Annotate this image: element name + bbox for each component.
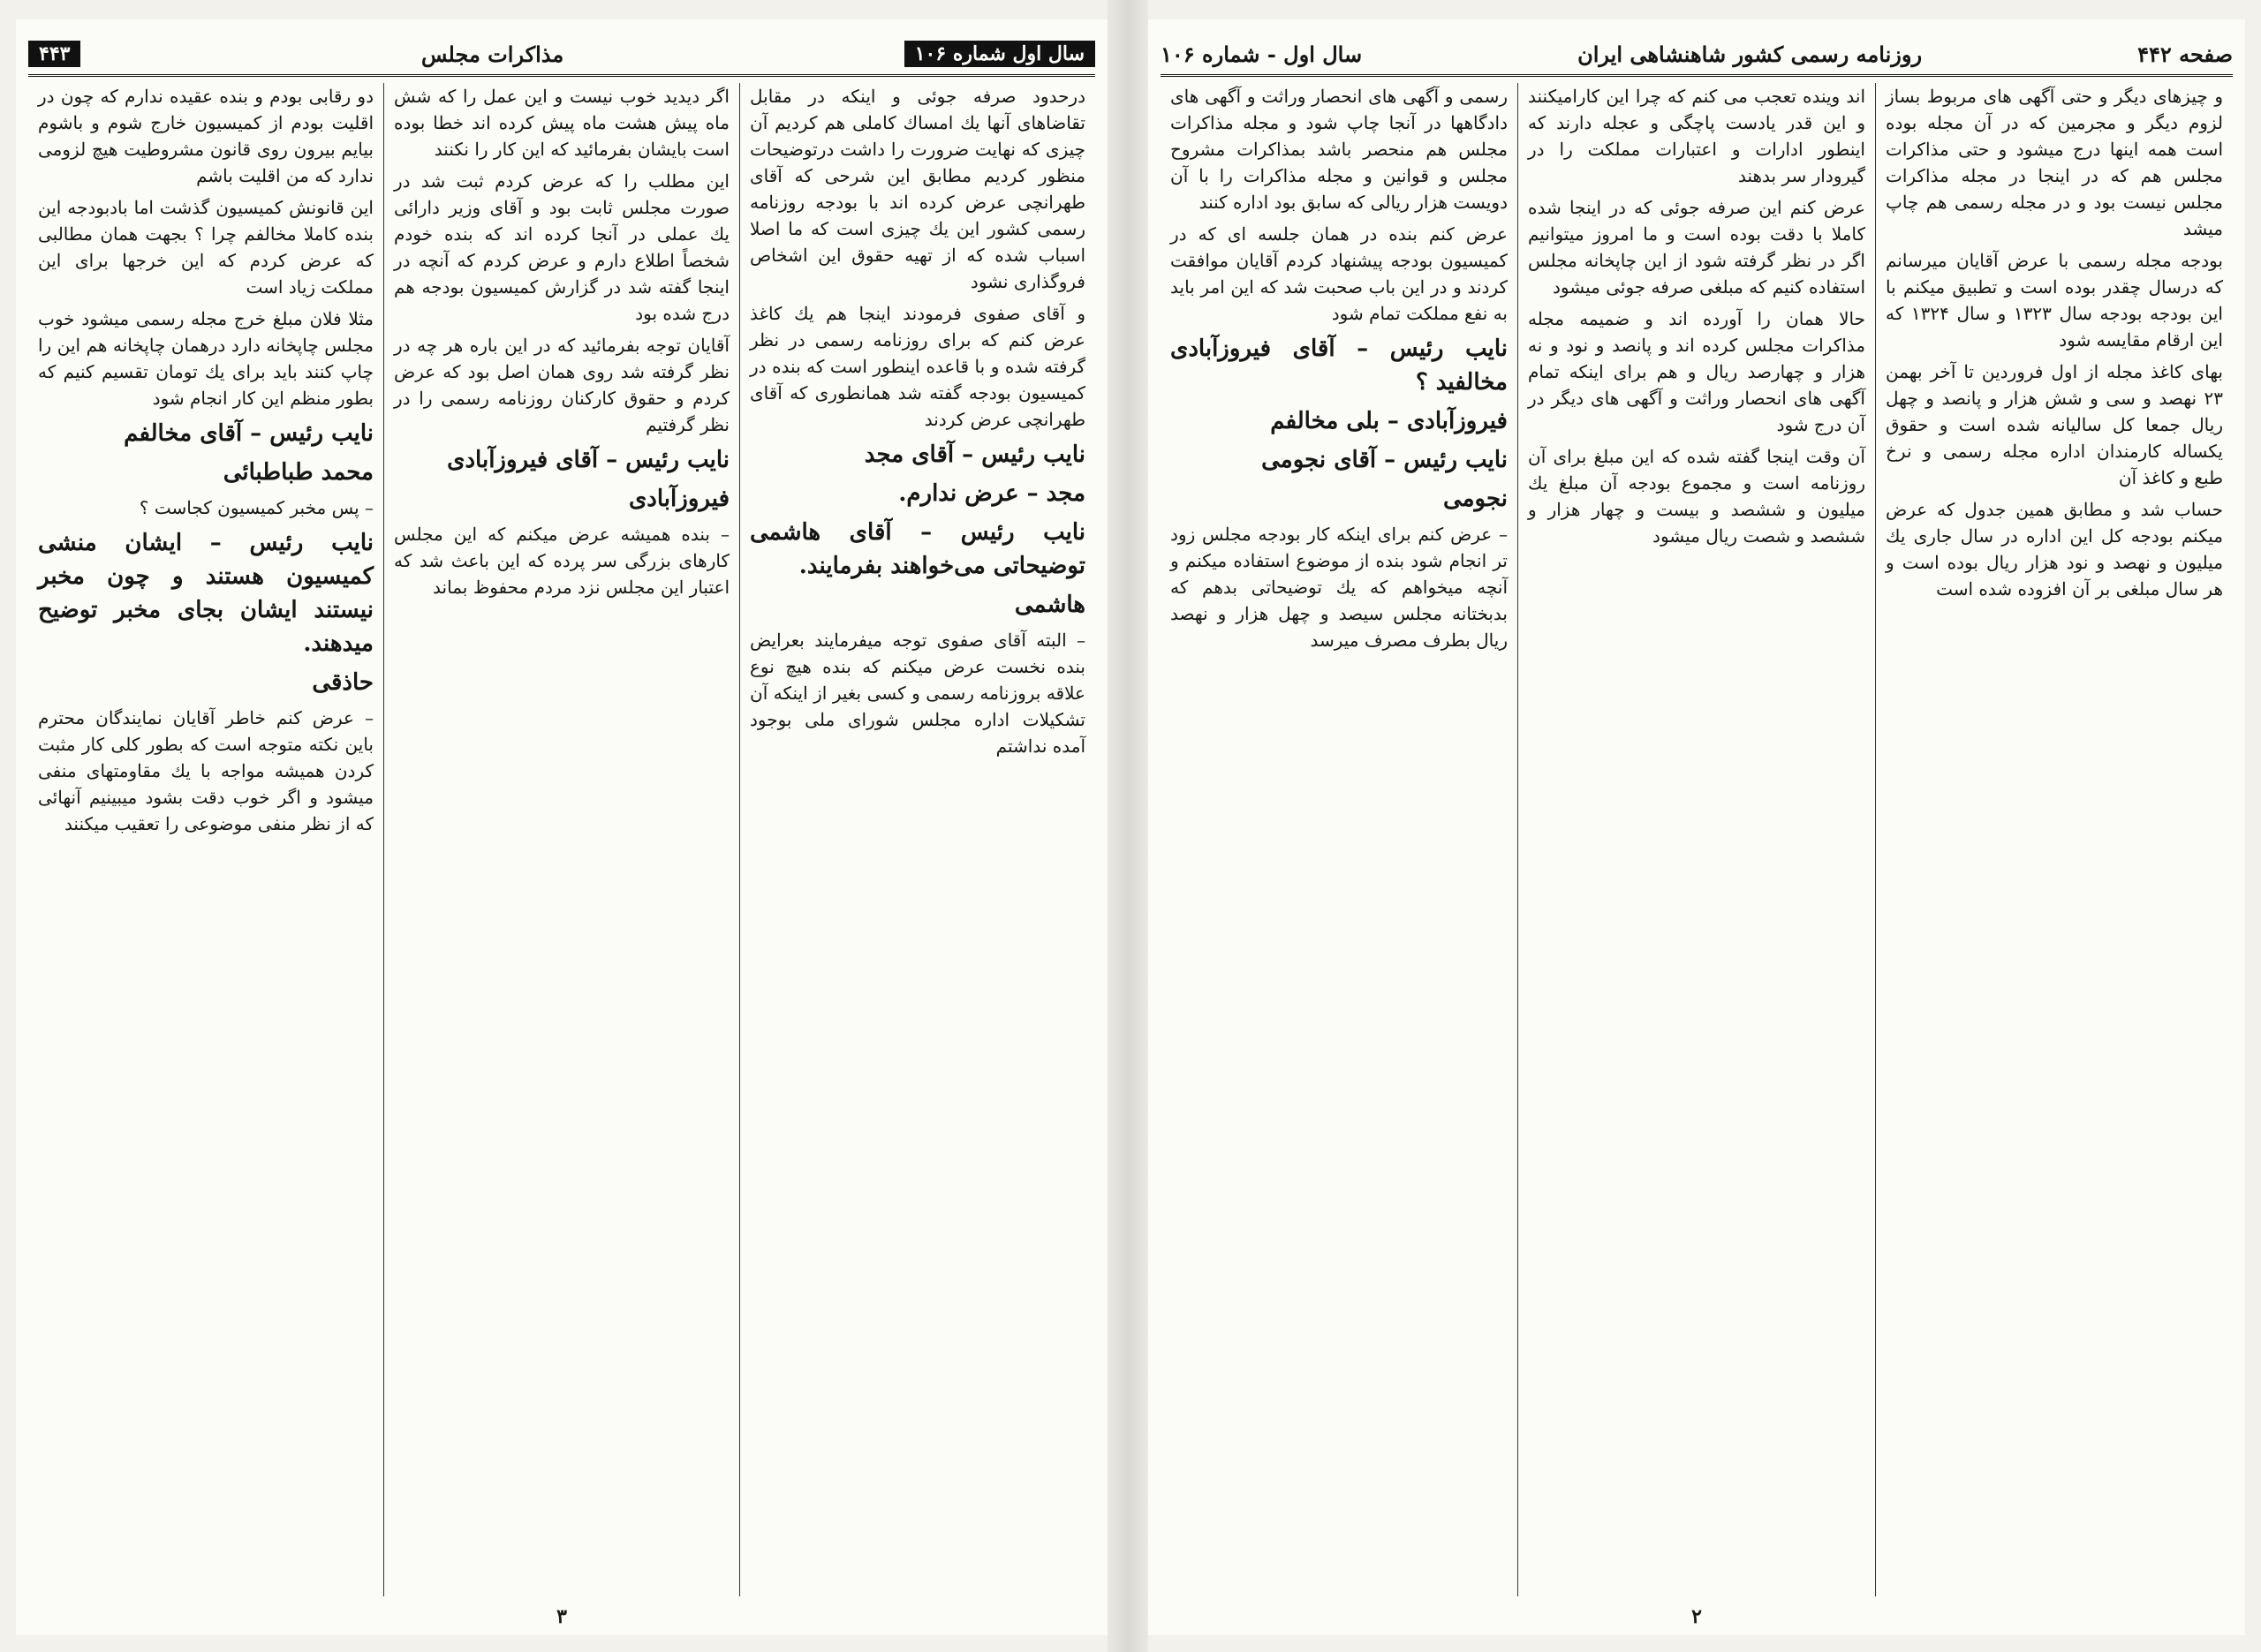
speaker-heading: نایب رئیس – آقای فیروزآبادی — [447, 447, 730, 473]
speaker-heading: مجد – عرض ندارم. — [898, 480, 1085, 507]
left-column-3 — [28, 83, 383, 1596]
speaker-heading: نایب رئیس – آقای مجد — [864, 441, 1085, 468]
paragraph: دو رقابی بودم و بنده عقیده ندارم که چون در اقلیت بودم از کمیسیون خارج شوم و باشوم بیایم بیرون روی قانون مشروطیت هیچ لزومی ندارد که من اقلیت باشم — [38, 86, 374, 186]
page-gutter — [1108, 0, 1148, 1652]
paragraph: – بنده همیشه عرض میکنم که این مجلس کارهای بزرگی سر پرده که این باعث شد که اعتبار این مجلس نزد مردم محفوظ بماند — [394, 524, 730, 598]
speaker-heading: محمد طباطبائی — [223, 459, 374, 486]
right-column-3 — [1161, 83, 1517, 1596]
right-page — [1148, 19, 2245, 1635]
left-header-page-number: ۴۴۳ — [28, 41, 80, 67]
right-column-2 — [1517, 83, 1875, 1596]
paragraph: – عرض کنم برای اینکه کار بودجه مجلس زود تر انجام شود بنده از موضوع استفاده میکنم و آنچه میخواهم که یك توضیحاتی بدهم که بدبختانه مجلس سیصد و چهل هزار و نهصد ریال بطرف مصرف میرسد — [1170, 524, 1508, 651]
right-page-columns — [1161, 83, 2233, 1596]
speaker-heading: نایب رئیس – ایشان منشی کمیسیون هستند و چون مخبر نیستند ایشان بجای مخبر توضیح میدهند. — [38, 530, 374, 657]
speaker-heading: نایب رئیس – آقای نجومی — [1261, 447, 1508, 473]
speaker-heading: نجومی — [1442, 486, 1508, 512]
paragraph: بودجه مجله رسمی با عرض آقایان میرسانم که درسال چقدر بوده است و تطبیق میکنم با این بودجه بودجه سال ۱۳۲۳ و سال ۱۳۲۴ که این ارقام مقایسه شود — [1886, 250, 2223, 351]
left-header-issue: سال اول شماره ۱۰۶ — [904, 41, 1095, 67]
paragraph: حالا همان را آورده اند و ضمیمه مجله مذاکرات مجلس کرده اند و پانصد و نود و نه هزار و چهارصد ریال و هم برای اینکه تمام آگهی های انحصار وراثت و آگهی های دیگر در آن درج شود — [1528, 308, 1865, 435]
paragraph: آن وقت اینجا گفته شده که این مبلغ برای آن روزنامه است و مجموع بودجه آن مبلغ یك میلیون و ششصد و بیست و چهار هزار و ششصد و شصت ریال میشود — [1528, 446, 1865, 547]
right-page-header — [1161, 34, 2233, 77]
right-page-footer-number: ۲ — [1691, 1605, 1702, 1628]
paragraph: رسمی و آگهی های انحصار وراثت و آگهی های دادگاهها در آنجا چاپ شود و مجله مذاکرات مجلس هم منحصر باشد بمذاکرات مشروح مجلس و قوانین و مجله مذاکرات را با آن دویست هزار ریالی که سابق بود اداره کنند — [1170, 86, 1508, 213]
left-column-2 — [383, 83, 739, 1596]
right-header-page-number: صفحه ۴۴۲ — [2137, 41, 2233, 67]
paragraph: بهای کاغذ مجله از اول فروردین تا آخر بهمن ۲۳ نهصد و سی و شش هزار و پانصد و چهل ریال جمعا کل سالیانه شده است و حقوق یکساله کارمندان اداره مجله رسمی و نرخ طبع و کاغذ آن — [1886, 361, 2223, 488]
paragraph: عرض کنم این صرفه جوئی که در اینجا شده کاملا با دقت بوده است و ما امروز میتوانیم اگر در نظر گرفته شود از این چاپخانه مجلس استفاده کنیم که مبلغی صرفه جوئی میشود — [1528, 197, 1865, 298]
paragraph: آقایان توجه بفرمائید که در این باره هر چه در نظر گرفته شد روی همان اصل بود که عرض کردم و حقوق کارکنان روزنامه رسمی را در نظر گرفتیم — [394, 335, 730, 435]
left-page — [16, 19, 1108, 1635]
left-column-1 — [739, 83, 1095, 1596]
paragraph: و آقای صفوی فرمودند اینجا هم یك كاغذ عرض کنم كه برای روزنامه رسمی در نظر گرفته شده و با قاعده اینطور است كه بنده در کمیسیون بودجه گفته شد همانطوری که آقای طهرانچی عرض کردند — [750, 303, 1085, 430]
left-page-footer-number: ۳ — [556, 1605, 567, 1628]
paragraph: حساب شد و مطابق همین جدول که عرض میکنم بودجه کل این اداره در سال جاری یك میلیون و نهصد و نود هزار ریال بوده است و هر سال مبلغی بر آن افزوده شده است — [1886, 499, 2223, 600]
right-header-issue: سال اول - شماره ۱۰۶ — [1161, 41, 1363, 67]
paragraph: این قانونش کمیسیون گذشت اما بادبودجه این بنده کاملا مخالفم چرا ؟ بجهت همان مطالبی که عرض کردم که این خرجها برای این مملکت زیاد است — [38, 197, 374, 298]
paragraph: درحدود صرفه جوئی و اینکه در مقابل تقاضاهای آنها یك امساك كاملی هم كردیم آن چیزی که نهایت ضرورت را داشت درتوضیحات منظور کردیم مطابق این شرحی که آقای طهرانچی عرض کرده اند با بودجه روزنامه رسمی کشور این یك چیزی است که ما اصلا اسباب شده که از تهیه حقوق این اشخاص فروگذاری نشود — [750, 86, 1085, 292]
speaker-heading: فیروزآبادی – بلی مخالفم — [1270, 408, 1508, 434]
right-column-1 — [1875, 83, 2233, 1596]
left-page-columns — [28, 83, 1095, 1596]
paragraph: – پس مخبر کمیسیون کجاست ؟ — [139, 497, 374, 518]
paragraph: – عرض کنم خاطر آقایان نمایندگان محترم باین نکته متوجه است که بطور کلی کار مثبت کردن همیشه مواجه با یك مقاومتهای منفی میشود و اگر خوب دقت بشود میبینیم آنهائی که از نظر منفی موضوعی را تعقیب میکنند — [38, 707, 374, 834]
paragraph: – البته آقای صفوی توجه میفرمایند بعرایض بنده نخست عرض میکنم که بنده هیچ نوع علاقه بروزنامه رسمی و کسی بغیر از اینکه آن تشکیلات اداره مجلس شورای ملی بوجود آمده نداشتم — [750, 630, 1085, 757]
speaker-heading: حاذقی — [312, 669, 374, 696]
right-header-title: روزنامه رسمی کشور شاهنشاهی ایران — [1577, 41, 1923, 67]
speaker-heading: نایب رئیس – آقای مخالفم — [124, 420, 374, 447]
speaker-heading: هاشمی — [1014, 592, 1085, 618]
paragraph: اند وینده تعجب می کنم که چرا این کارامیکنند و این قدر یادست پاچگی و عجله دارند که اینطور ادارات و اعتبارات مملکت را در گیرودار سر بدهند — [1528, 86, 1865, 186]
paragraph: اگر دیدید خوب نیست و این عمل را که شش ماه پیش هشت ماه پیش کرده اند خطا بوده است بایشان بفرمائید که این کار را نکنند — [394, 86, 730, 160]
paragraph: این مطلب را که عرض کردم ثبت شد در صورت مجلس ثابت بود و آقای وزیر دارائی یك عملی در آنجا کرده اند که بنده خودم شخصاً اطلاع دارم و عرض کردم که آنچه در اینجا گفته شد در گزارش کمیسیون بودجه هم درج شده بود — [394, 170, 730, 324]
left-page-header — [28, 34, 1095, 77]
paragraph: عرض کنم بنده در همان جلسه ای که در کمیسیون بودجه پیشنهاد کردم آقایان موافقت کردند و در این باب صحبت شد که این امر باید به نفع مملکت تمام شود — [1170, 223, 1508, 324]
paragraph: مثلا فلان مبلغ خرج مجله رسمی میشود خوب مجلس چاپخانه دارد درهمان چاپخانه هم این را چاپ کنند باید برای یك تومان تقسیم کنیم که بطور منظم این کار انجام شود — [38, 308, 374, 409]
speaker-heading: نایب رئیس – آقای فیروزآبادی مخالفید ؟ — [1170, 336, 1508, 396]
paragraph: و چیزهای دیگر و حتی آگهی های مربوط بساز لزوم دیگر و مجرمین که در آن مجله بوده است همه اینها درج میشود و حتی مذاکرات مجلس هم که در اینجا در مجله مذاکرات مجلس نیست بود و در مجله رسمی هم چاپ میشد — [1886, 86, 2223, 239]
left-header-title: مذاکرات مجلس — [420, 41, 564, 67]
speaker-heading: نایب رئیس – آقای هاشمی توضیحاتی می‌خواهند بفرمایند. — [750, 519, 1085, 579]
speaker-heading: فیروزآبادی — [628, 486, 730, 512]
